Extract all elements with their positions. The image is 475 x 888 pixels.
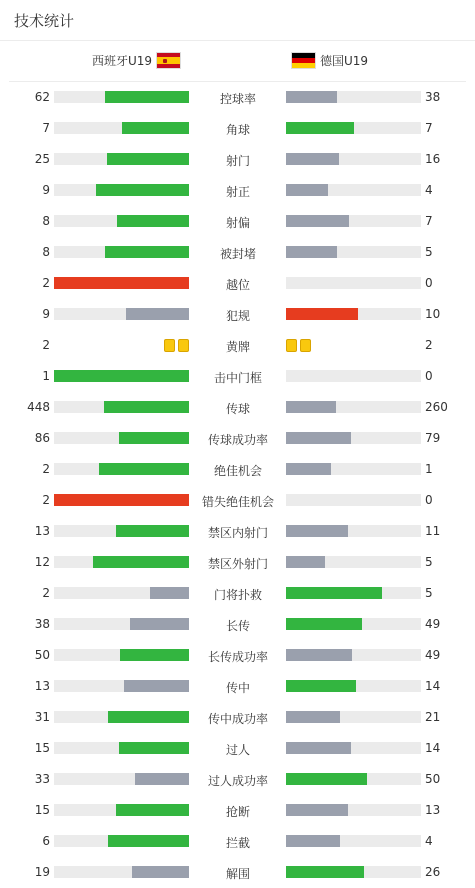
stat-label: 过人 bbox=[225, 743, 250, 757]
stat-label: 被封堵 bbox=[219, 247, 256, 261]
yellow-card-icon bbox=[178, 339, 189, 352]
stat-label: 传中成功率 bbox=[207, 712, 268, 726]
home-bar-track bbox=[54, 246, 189, 258]
home-value: 86 bbox=[34, 431, 50, 445]
home-bar-track bbox=[54, 556, 189, 568]
away-bar-track bbox=[286, 432, 421, 444]
away-value: 13 bbox=[425, 803, 441, 817]
stat-row bbox=[0, 175, 475, 206]
away-bar-track bbox=[286, 618, 421, 630]
home-bar-track bbox=[54, 804, 189, 816]
away-value: 7 bbox=[425, 121, 433, 135]
home-value: 2 bbox=[42, 276, 50, 290]
away-bar-fill bbox=[286, 432, 351, 444]
home-yellow-cards bbox=[164, 339, 189, 352]
stat-label: 黄牌 bbox=[225, 340, 250, 354]
home-value: 7 bbox=[42, 121, 50, 135]
home-value: 8 bbox=[42, 245, 50, 259]
away-bar-track bbox=[286, 587, 421, 599]
away-bar-fill bbox=[286, 556, 325, 568]
home-bar-track bbox=[54, 184, 189, 196]
away-bar-track bbox=[286, 494, 421, 506]
home-value: 15 bbox=[34, 803, 50, 817]
home-bar-track bbox=[54, 587, 189, 599]
germany-flag-icon bbox=[291, 52, 316, 69]
home-bar-fill bbox=[105, 246, 189, 258]
away-value: 79 bbox=[425, 431, 441, 445]
away-bar-track bbox=[286, 370, 421, 382]
away-team[interactable] bbox=[291, 52, 368, 69]
stat-label: 射正 bbox=[225, 185, 250, 199]
away-value: 5 bbox=[425, 245, 433, 259]
away-bar-track bbox=[286, 215, 421, 227]
stat-row bbox=[0, 671, 475, 702]
away-bar-track bbox=[286, 122, 421, 134]
away-bar-track bbox=[286, 711, 421, 723]
away-value: 49 bbox=[425, 617, 441, 631]
away-bar-track bbox=[286, 742, 421, 754]
away-value: 49 bbox=[425, 648, 441, 662]
home-bar-track bbox=[54, 525, 189, 537]
stat-label: 禁区外射门 bbox=[207, 557, 268, 571]
home-bar-track bbox=[54, 866, 189, 878]
home-bar-track bbox=[54, 835, 189, 847]
stat-row bbox=[0, 113, 475, 144]
home-bar-fill bbox=[119, 432, 189, 444]
home-bar-fill bbox=[105, 91, 189, 103]
away-value: 14 bbox=[425, 741, 441, 755]
stat-row bbox=[0, 764, 475, 795]
home-bar-fill bbox=[126, 308, 189, 320]
away-bar-fill bbox=[286, 525, 348, 537]
stat-row bbox=[0, 609, 475, 640]
away-bar-track bbox=[286, 835, 421, 847]
away-value: 38 bbox=[425, 90, 441, 104]
home-value: 15 bbox=[34, 741, 50, 755]
away-bar-track bbox=[286, 463, 421, 475]
home-value: 2 bbox=[42, 462, 50, 476]
home-bar-track bbox=[54, 215, 189, 227]
away-value: 10 bbox=[425, 307, 441, 321]
home-bar-fill bbox=[132, 866, 189, 878]
home-team-name: 西班牙U19 bbox=[91, 54, 152, 68]
stat-label: 犯规 bbox=[225, 309, 250, 323]
home-value: 9 bbox=[42, 307, 50, 321]
home-bar-fill bbox=[93, 556, 189, 568]
away-bar-fill bbox=[286, 153, 339, 165]
stat-label: 传球 bbox=[225, 402, 250, 416]
away-value: 7 bbox=[425, 214, 433, 228]
stat-label: 解围 bbox=[225, 867, 250, 881]
home-bar-track bbox=[54, 401, 189, 413]
spain-flag-icon bbox=[156, 52, 181, 69]
yellow-card-icon bbox=[164, 339, 175, 352]
away-bar-fill bbox=[286, 618, 362, 630]
away-bar-fill bbox=[286, 680, 356, 692]
stat-label: 角球 bbox=[225, 123, 250, 137]
stat-label: 长传 bbox=[225, 619, 250, 633]
away-bar-fill bbox=[286, 246, 337, 258]
away-bar-track bbox=[286, 804, 421, 816]
away-bar-track bbox=[286, 246, 421, 258]
home-bar-fill bbox=[135, 773, 189, 785]
stat-row bbox=[0, 423, 475, 454]
home-bar-fill bbox=[150, 587, 189, 599]
home-value: 13 bbox=[34, 679, 50, 693]
away-value: 11 bbox=[425, 524, 441, 538]
stat-label: 传中 bbox=[225, 681, 250, 695]
away-bar-fill bbox=[286, 773, 367, 785]
stat-row bbox=[0, 857, 475, 888]
home-bar-track bbox=[54, 618, 189, 630]
away-bar-track bbox=[286, 91, 421, 103]
stat-row bbox=[0, 547, 475, 578]
home-bar-fill bbox=[104, 401, 189, 413]
yellow-card-icon bbox=[286, 339, 297, 352]
header bbox=[0, 0, 475, 41]
home-value: 25 bbox=[34, 152, 50, 166]
away-bar-fill bbox=[286, 835, 340, 847]
away-value: 14 bbox=[425, 679, 441, 693]
away-bar-track bbox=[286, 649, 421, 661]
home-value: 2 bbox=[42, 493, 50, 507]
away-value: 0 bbox=[425, 493, 433, 507]
home-bar-fill bbox=[122, 122, 190, 134]
home-bar-track bbox=[54, 91, 189, 103]
stat-label: 错失绝佳机会 bbox=[201, 495, 274, 509]
stat-row bbox=[0, 516, 475, 547]
home-bar-fill bbox=[116, 525, 189, 537]
home-value: 31 bbox=[34, 710, 50, 724]
home-bar-track bbox=[54, 122, 189, 134]
home-bar-track bbox=[54, 680, 189, 692]
home-value: 1 bbox=[42, 369, 50, 383]
home-bar-track bbox=[54, 308, 189, 320]
away-bar-track bbox=[286, 153, 421, 165]
home-value: 62 bbox=[34, 90, 50, 104]
home-bar-fill bbox=[116, 804, 189, 816]
home-bar-track bbox=[54, 742, 189, 754]
home-bar-fill bbox=[54, 370, 189, 382]
stat-label: 越位 bbox=[225, 278, 250, 292]
away-value: 2 bbox=[425, 338, 433, 352]
home-value: 13 bbox=[34, 524, 50, 538]
home-bar-track bbox=[54, 153, 189, 165]
home-bar-track bbox=[54, 494, 189, 506]
stat-label: 禁区内射门 bbox=[207, 526, 268, 540]
team-header bbox=[9, 41, 466, 82]
home-bar-fill bbox=[117, 215, 189, 227]
away-value: 4 bbox=[425, 183, 433, 197]
stat-label: 长传成功率 bbox=[207, 650, 268, 664]
away-bar-fill bbox=[286, 91, 337, 103]
stat-row bbox=[0, 640, 475, 671]
home-value: 12 bbox=[34, 555, 50, 569]
home-value: 38 bbox=[34, 617, 50, 631]
home-value: 448 bbox=[27, 400, 50, 414]
home-value: 8 bbox=[42, 214, 50, 228]
away-yellow-cards bbox=[286, 339, 311, 352]
away-bar-fill bbox=[286, 308, 358, 320]
away-value: 260 bbox=[425, 400, 448, 414]
stat-label: 过人成功率 bbox=[207, 774, 268, 788]
home-bar-fill bbox=[119, 742, 189, 754]
home-bar-fill bbox=[107, 153, 189, 165]
away-value: 0 bbox=[425, 276, 433, 290]
stat-label: 拦截 bbox=[225, 836, 250, 850]
stat-row bbox=[0, 82, 475, 113]
away-bar-track bbox=[286, 680, 421, 692]
stat-label: 击中门框 bbox=[213, 371, 262, 385]
away-bar-fill bbox=[286, 804, 348, 816]
away-value: 1 bbox=[425, 462, 433, 476]
away-bar-fill bbox=[286, 866, 364, 878]
home-bar-fill bbox=[108, 711, 189, 723]
stat-label: 绝佳机会 bbox=[213, 464, 262, 478]
home-value: 19 bbox=[34, 865, 50, 879]
home-bar-fill bbox=[108, 835, 189, 847]
home-value: 9 bbox=[42, 183, 50, 197]
away-bar-track bbox=[286, 556, 421, 568]
stat-row bbox=[0, 144, 475, 175]
home-bar-track bbox=[54, 773, 189, 785]
stats-list bbox=[0, 82, 475, 888]
home-bar-track bbox=[54, 711, 189, 723]
away-bar-track bbox=[286, 773, 421, 785]
away-bar-fill bbox=[286, 649, 352, 661]
stat-row bbox=[0, 826, 475, 857]
stat-row bbox=[0, 206, 475, 237]
stat-row bbox=[0, 733, 475, 764]
home-bar-track bbox=[54, 432, 189, 444]
away-bar-track bbox=[286, 866, 421, 878]
home-value: 50 bbox=[34, 648, 50, 662]
home-bar-fill bbox=[130, 618, 189, 630]
away-value: 5 bbox=[425, 555, 433, 569]
home-bar-fill bbox=[124, 680, 189, 692]
stat-row bbox=[0, 578, 475, 609]
page-title: 技术统计 bbox=[14, 12, 75, 30]
stat-label: 抢断 bbox=[225, 805, 250, 819]
home-bar-fill bbox=[54, 277, 189, 289]
home-bar-track bbox=[54, 370, 189, 382]
home-value: 2 bbox=[42, 586, 50, 600]
home-bar-fill bbox=[120, 649, 189, 661]
stat-label: 射门 bbox=[225, 154, 250, 168]
away-value: 5 bbox=[425, 586, 433, 600]
home-team[interactable] bbox=[92, 52, 181, 69]
stat-row bbox=[0, 485, 475, 516]
stat-row bbox=[0, 361, 475, 392]
away-value: 4 bbox=[425, 834, 433, 848]
away-bar-fill bbox=[286, 463, 331, 475]
away-bar-fill bbox=[286, 742, 351, 754]
yellow-card-icon bbox=[300, 339, 311, 352]
away-bar-track bbox=[286, 401, 421, 413]
away-bar-track bbox=[286, 525, 421, 537]
away-bar-track bbox=[286, 277, 421, 289]
away-bar-fill bbox=[286, 184, 328, 196]
stat-row bbox=[0, 330, 475, 361]
away-value: 50 bbox=[425, 772, 441, 786]
stat-label: 门将扑救 bbox=[213, 588, 262, 602]
away-bar-fill bbox=[286, 122, 354, 134]
home-value: 6 bbox=[42, 834, 50, 848]
stat-row bbox=[0, 702, 475, 733]
stat-row bbox=[0, 268, 475, 299]
away-bar-fill bbox=[286, 587, 382, 599]
stat-row bbox=[0, 795, 475, 826]
away-bar-track bbox=[286, 184, 421, 196]
away-value: 16 bbox=[425, 152, 441, 166]
stat-row bbox=[0, 392, 475, 423]
away-bar-fill bbox=[286, 215, 349, 227]
away-value: 0 bbox=[425, 369, 433, 383]
home-bar-track bbox=[54, 649, 189, 661]
home-bar-track bbox=[54, 463, 189, 475]
away-bar-fill bbox=[286, 401, 336, 413]
away-bar-track bbox=[286, 308, 421, 320]
away-value: 21 bbox=[425, 710, 441, 724]
home-value: 33 bbox=[34, 772, 50, 786]
stat-label: 射偏 bbox=[225, 216, 250, 230]
home-value: 2 bbox=[42, 338, 50, 352]
home-bar-fill bbox=[99, 463, 189, 475]
stat-row bbox=[0, 237, 475, 268]
home-bar-track bbox=[54, 277, 189, 289]
away-bar-fill bbox=[286, 711, 340, 723]
home-bar-fill bbox=[54, 494, 189, 506]
stat-row bbox=[0, 454, 475, 485]
stat-label: 控球率 bbox=[219, 92, 256, 106]
home-bar-fill bbox=[96, 184, 189, 196]
stat-label: 传球成功率 bbox=[207, 433, 268, 447]
away-team-name: 德国U19 bbox=[320, 54, 369, 68]
away-value: 26 bbox=[425, 865, 441, 879]
stat-row bbox=[0, 299, 475, 330]
